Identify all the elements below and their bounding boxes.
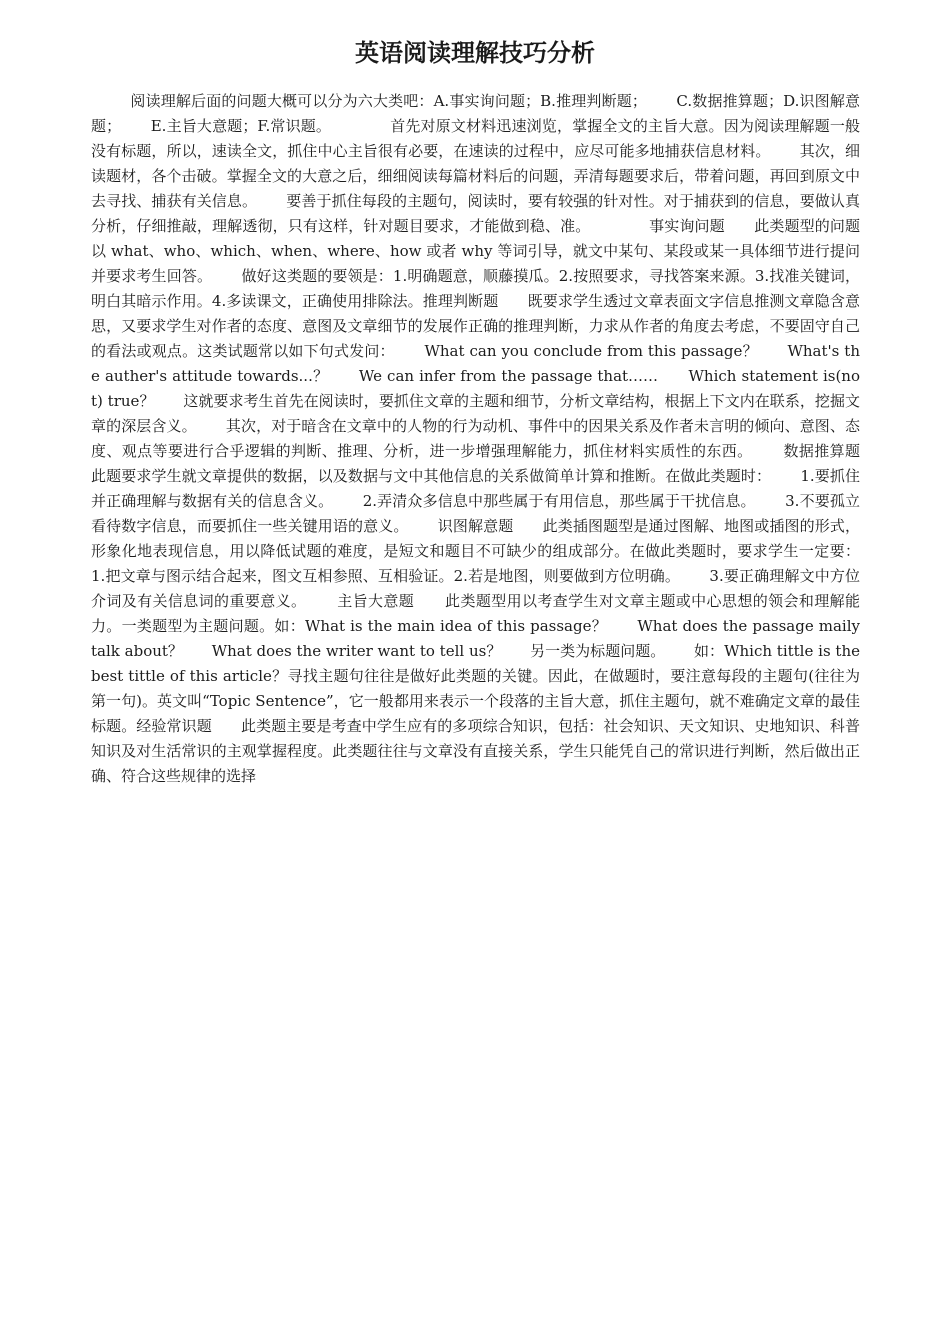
body-paragraph: 阅读理解后面的问题大概可以分为六大类吧：A.事实询问题；B.推理判断题； C.数据推算题；D.识图解意题； E.主旨大意题；F.常识题。 首先对原文材料迅速浏览，掌握全文的主旨大意。因为阅读理解题一般没有标题，所以，速读全文，抓住中心主旨很有必要，在速读的过程中，应尽可能多地捕获信息材料。 其次，细读题材，各个击破。掌握全文的大意之后，细细阅读每篇材料后的问题，弄清每题要求后，带着问题，再回到原文中去寻找、捕获有关信息。 要善于抓住每段的主题句，阅读时，要有较强的针对性。对于捕获到的信息，要做认真分析，仔细推敲，理解透彻，只有这样，针对题目要求，才能做到稳、准。 事实询问题 此类题型的问题以 what、who、which、when、where、how 或者 why 等词引导，就文中某句、某段或某一具体细节进行提问并要求考生回答。 做好这类题的要领是：1.明确题意，顺藤摸瓜。2.按照要求，寻找答案来源。3.找准关键词，明白其暗示作用。4.多读课文，正确使用排除法。推理判断题 既要求学生透过文章表面文字信息推测文章隐含意思，又要求学生对作者的态度、意图及文章细节的发展作正确的推理判断，力求从作者的角度去考虑，不要固守自己的看法或观点。这类试题常以如下句式发问： What can you conclude from this passage？ What's the auther's attitude towards...？ We can infer from the passage that…… Which statement is(not) true？ 这就要求考生首先在阅读时，要抓住文章的主题和细节，分析文章结构，根据上下文内在联系，挖掘文章的深层含义。 其次，对于暗含在文章中的人物的行为动机、事件中的因果关系及作者未言明的倾向、意图、态度、观点等要进行合乎逻辑的判断、推理、分析，进一步增强理解能力，抓住材料实质性的东西。 数据推算题 此题要求学生就文章提供的数据，以及数据与文中其他信息的关系做简单计算和推断。在做此类题时： 1.要抓住并正确理解与数据有关的信息含义。 2.弄清众多信息中那些属于有用信息，那些属于干扰信息。 3.不要孤立看待数字信息，而要抓住一些关键用语的意义。 识图解意题 此类插图题型是通过图解、地图或插图的形式，形象化地表现信息，用以降低试题的难度，是短文和题目不可缺少的组成部分。在做此类题时，要求学生一定要： 1.把文章与图示结合起来，图文互相参照、互相验证。2.若是地图，则要做到方位明确。 3.要正确理解文中方位介词及有关信息词的重要意义。 主旨大意题 此类题型用以考查学生对文章主题或中心思想的领会和理解能力。一类题型为主题问题。如：What is the main idea of this passage？ What does the passage maily talk about？ What does the writer want to tell us？ 另一类为标题问题。 如：Which tittle is the best tittle of this article？寻找主题句往往是做好此类题的关键。因此，在做题时，要注意每段的主题句(往往为第一句)。英文叫“Topic Sentence”，它一般都用来表示一个段落的主旨大意，抓住主题句，就不难确定文章的最佳标题。经验常识题 此类题主要是考查中学生应有的多项综合知识，包括：社会知识、天文知识、史地知识、科普知识及对生活常识的主观掌握程度。此类题往往与文章没有直接关系，学生只能凭自己的常识进行判断，然后做出正确、符合这些规律的选择 — [91, 92, 889, 785]
page-title: 英语阅读理解技巧分析 — [355, 38, 595, 67]
